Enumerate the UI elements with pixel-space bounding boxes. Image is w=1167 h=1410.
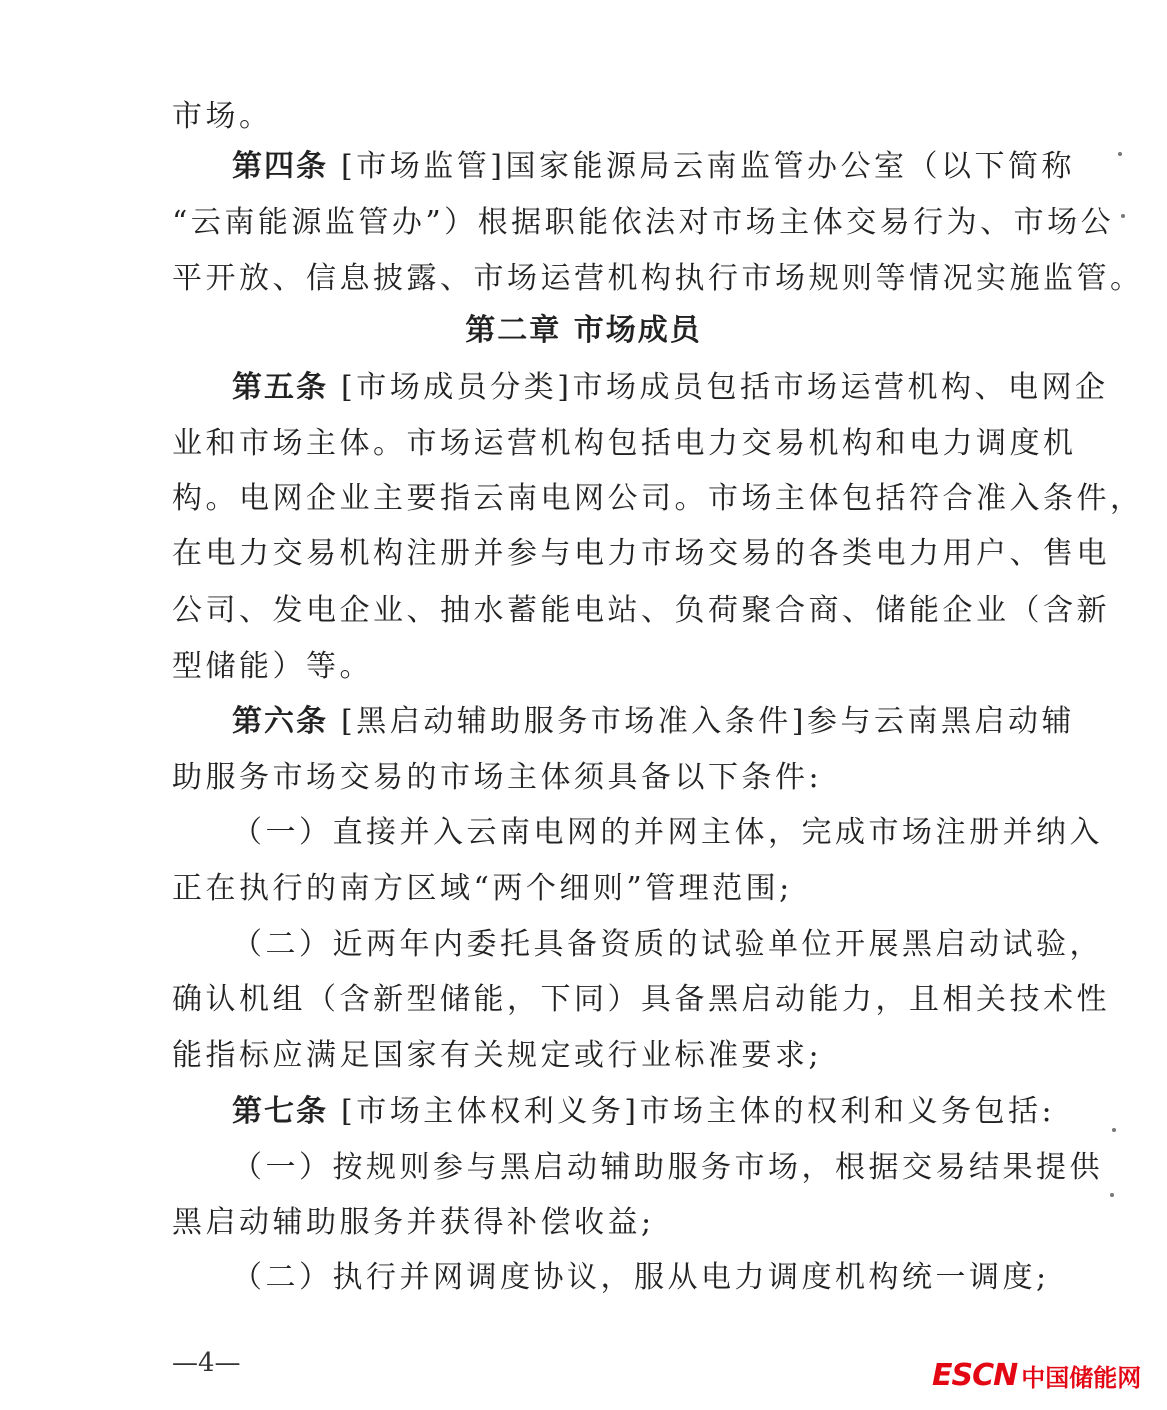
line-text: [市场主体权利义务]市场主体的权利和义务包括: — [328, 1094, 1056, 1129]
article-number: 第四条 — [232, 149, 328, 184]
text-line — [232, 1148, 1103, 1188]
line-text: 公司、发电企业、抽水蓄能电站、负荷聚合商、储能企业（含新 — [172, 593, 1110, 628]
text-line — [172, 424, 1077, 464]
text-line — [232, 147, 1075, 187]
scan-speck — [1112, 1128, 1116, 1132]
page-number: —4— — [172, 1348, 241, 1378]
text-line — [232, 368, 1109, 408]
line-text: 型储能）等。 — [172, 649, 373, 684]
line-text: 助服务市场交易的市场主体须具备以下条件: — [172, 760, 823, 795]
escn-logo — [932, 1355, 1152, 1395]
text-line — [172, 647, 1018, 687]
text-line — [172, 1036, 1018, 1076]
line-text: [市场成员分类]市场成员包括市场运营机构、电网企 — [328, 370, 1109, 405]
text-line — [172, 591, 1110, 631]
line-text: 平开放、信息披露、市场运营机构执行市场规则等情况实施监管。 — [172, 261, 1144, 296]
logo-cn-text: 中国储能网 — [1021, 1363, 1142, 1392]
text-line — [232, 702, 1075, 742]
text-line — [172, 479, 1144, 519]
text-line — [232, 1092, 1056, 1132]
line-text: 市场。 — [172, 99, 273, 134]
line-text: 构。电网企业主要指云南电网公司。市场主体包括符合准入条件， — [172, 481, 1144, 516]
text-line — [232, 1258, 1050, 1298]
text-line — [172, 980, 1110, 1020]
text-line — [172, 869, 1018, 909]
line-text: （一）直接并入云南电网的并网主体，完成市场注册并纳入 — [232, 815, 1103, 850]
scan-speck — [1110, 1193, 1114, 1197]
line-text: （二）近两年内委托具备资质的试验单位开展黑启动试验， — [232, 927, 1103, 962]
text-line — [172, 534, 1110, 574]
line-text: 黑启动辅助服务并获得补偿收益; — [172, 1205, 655, 1240]
line-text: “云南能源监管办”）根据职能依法对市场主体交易行为、市场公 — [172, 205, 1115, 240]
text-line — [172, 259, 1144, 299]
line-text: 确认机组（含新型储能，下同）具备黑启动能力，且相关技术性 — [172, 982, 1110, 1017]
line-text: [市场监管]国家能源局云南监管办公室（以下简称 — [328, 149, 1075, 184]
article-number: 第五条 — [232, 370, 328, 405]
line-text: （二）执行并网调度协议，服从电力调度机构统一调度; — [232, 1260, 1050, 1295]
line-text: 正在执行的南方区域“两个细则”管理范围; — [172, 871, 793, 906]
text-line — [172, 758, 1018, 798]
article-number: 第七条 — [232, 1094, 328, 1129]
line-text: 在电力交易机构注册并参与电力市场交易的各类电力用户、售电 — [172, 536, 1110, 571]
line-text: [黑启动辅助服务市场准入条件]参与云南黑启动辅 — [328, 704, 1075, 739]
text-line — [232, 925, 1103, 965]
article-number: 第六条 — [232, 704, 328, 739]
text-line — [172, 203, 1115, 243]
line-text: （一）按规则参与黑启动辅助服务市场，根据交易结果提供 — [232, 1150, 1103, 1185]
text-line — [172, 97, 1018, 137]
text-line — [232, 813, 1103, 853]
chapter-heading: 第二章 市场成员 — [465, 313, 702, 348]
scan-speck — [1118, 152, 1122, 156]
text-line — [172, 1203, 1018, 1243]
line-text: 业和市场主体。市场运营机构包括电力交易机构和电力调度机 — [172, 426, 1077, 461]
logo-en-text: ESCN — [932, 1357, 1018, 1393]
line-text: 能指标应满足国家有关规定或行业标准要求; — [172, 1038, 823, 1073]
scan-speck — [1121, 214, 1125, 218]
